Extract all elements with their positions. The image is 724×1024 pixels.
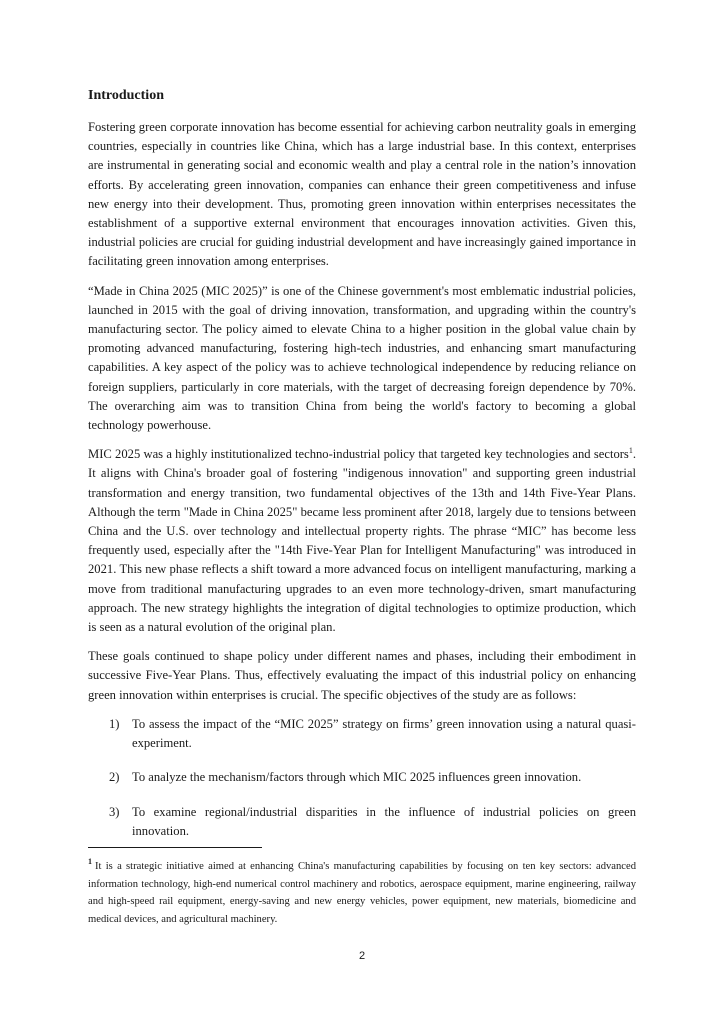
page-number: 2	[358, 950, 366, 962]
body-text	[88, 118, 636, 856]
objective-number: 2)	[109, 770, 120, 785]
objective-item	[88, 768, 636, 787]
objective-item	[88, 715, 636, 753]
document-page	[88, 0, 636, 1024]
paragraph-3-end: . It aligns with China's broader goal of fostering "indigenous innovation" and supporting green industrial transformation and energy transition, two fundamental objectives of the 13th and 14th Five-Year Plans. Although the term "Made in China 2025" became less prominent after 2018, largely due to tensions between China and the U.S. over technology and intellectual property rights. The phrase “MIC” has become less frequently used, especially after the "14th Five-Year Plan for Intelligent Manufacturing" was introduced in 2021. This new phase reflects a shift toward a more advanced focus on intelligent manufacturing, marking a move from traditional manufacturing upgrades to an even more technology-driven, smart manufacturing approach. The new strategy highlights the integration of digital technologies to optimize production, which is seen as a natural evolution of the original plan.	[88, 447, 636, 635]
objective-text: To assess the impact of the “MIC 2025” strategy on firms’ green innovation using a natural quasi-experiment.	[132, 716, 636, 751]
paragraph-1: Fostering green corporate innovation has become essential for achieving carbon neutrality goals in emerging countries, especially in countries like China, which has a large industrial base. In this context, enterprises are instrumental in generating social and economic wealth and play a central role in the nation’s innovation efforts. By accelerating green innovation, companies can enhance their green competitiveness and infuse new energy into their development. Thus, promoting green innovation within enterprises necessitates the establishment of a supportive external environment that encourages innovation activities. Given this, industrial policies are crucial for guiding industrial development and have increasingly gained importance in facilitating green innovation among enterprises.	[88, 120, 636, 269]
footnote-separator	[88, 847, 262, 848]
objective-item	[88, 803, 636, 841]
objective-number: 1)	[109, 716, 120, 731]
objective-text: To examine regional/industrial disparities in the influence of industrial policies on green innovation.	[132, 804, 636, 838]
footnote-text: It is a strategic initiative aimed at enhancing China's manufacturing capabilities by focusing on ten key sectors: advanced information technology, high-end numerical control machinery and robotics, aerospace equipment, marine engineering, railway and high-speed rail equipment, energy-saving and new energy vehicles, power equipment, new materials, biomedicine and medical devices, and agricultural machinery.	[88, 861, 636, 925]
paragraph-4: These goals continued to shape policy under different names and phases, including their embodiment in successive Five-Year Plans. Thus, effectively evaluating the impact of this industrial policy on enhancing green innovation within enterprises is crucial. The specific objectives of the study are as follows:	[88, 649, 636, 702]
footnote	[88, 858, 636, 928]
paragraph-2: “Made in China 2025 (MIC 2025)” is one of the Chinese government's most emblematic industrial policies, launched in 2015 with the goal of driving innovation, transformation, and upgrading within the country's manufacturing sector. The policy aimed to elevate China to a higher position in the global value chain by promoting advanced manufacturing, fostering high-tech industries, and enhancing smart manufacturing capabilities. A key aspect of the policy was to achieve technological independence by reducing reliance on foreign suppliers, particularly in core materials, with the target of decreasing foreign dependence by 70%. The overarching aim was to transition China from being the world's factory to becoming a global technology powerhouse.	[88, 283, 636, 433]
objective-number: 3)	[109, 804, 120, 819]
footnote-marker: 1	[88, 857, 92, 867]
paragraph-3-start: MIC 2025 was a highly institutionalized techno-industrial policy that targeted key technologies and sectors	[88, 447, 629, 462]
paragraph-3	[88, 445, 636, 637]
objective-text: To analyze the mechanism/factors through which MIC 2025 influences green innovation.	[132, 770, 582, 785]
section-heading: Introduction	[88, 88, 164, 103]
footnote-reference[interactable]: 1	[628, 446, 633, 456]
objectives-list	[88, 715, 636, 841]
